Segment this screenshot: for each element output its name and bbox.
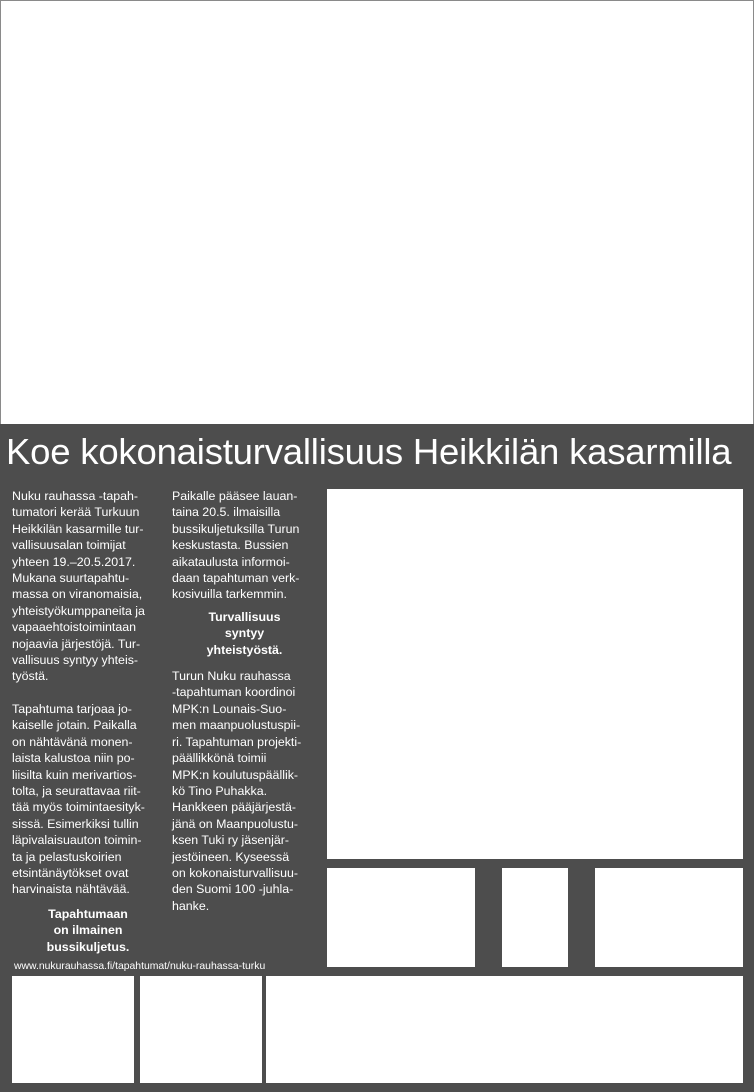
column2-paragraph-1: Paikalle pääsee lauan- taina 20.5. ilmaisilla bussikuljetuksilla Turun keskustasta. Bussien aikataulusta informoi- daan tapahtuman verk- kosivuilla tarkemmin. — [172, 489, 300, 602]
logo-placeholder-2 — [140, 976, 262, 1083]
photo-placeholder-large — [327, 489, 743, 859]
photo-placeholder-small-2 — [502, 868, 568, 967]
article-headline: Koe kokonaisturvallisuus Heikkilän kasarmilla — [6, 431, 732, 472]
text-column-1 — [12, 488, 164, 955]
column1-paragraph-1: Nuku rauhassa -tapah- tumatori kerää Turkuun Heikkilän kasarmille tur- vallisuusalan toimijat yhteen 19.–20.5.2017. Mukana suurtapahtu- massa on viranomaisia, yhteistyökumppaneita ja vapaaehtoistoimintaan nojaavia järjestöjä. Tur- vallisuus syntyy yhteis- työstä. — [12, 489, 145, 684]
column2-paragraph-2: Turun Nuku rauhassa -tapahtuman koordinoi MPK:n Lounais-Suo- men maanpuolustuspii- ri. Tapahtuman projekti- päällikkönä toimii MPK:n koulutuspäällik- kö Tino Puhakka. Hankkeen pääjärjestä- jänä on Maanpuolustu- ksen Tuki ry jäsenjär- jestöineen. Kyseessä on kokonaisturvallisuu- den Suomi 100 -juhla- hanke. — [172, 669, 302, 913]
event-url: www.nukurauhassa.fi/tapahtumat/nuku-rauhassa-turku — [14, 961, 266, 972]
logo-placeholder-wide — [266, 976, 743, 1083]
photo-placeholder-small-3 — [595, 868, 743, 967]
top-image-area — [0, 0, 754, 425]
logo-placeholder-1 — [12, 976, 134, 1083]
text-column-2 — [172, 488, 317, 914]
column1-paragraph-2: Tapahtuma tarjoaa jo- kaiselle jotain. Paikalla on nähtävänä monen- laista kalustoa niin po- liisilta kuin merivartios- tolta, ja seurattavaa riit- tää myös toimintaesityk- sissä. Esimerkiksi tullin läpivalaisuauton toimin- ta ja pelastuskoirien etsintänäytökset ovat harvinaista nähtävää. — [12, 701, 145, 897]
column1-highlight: Tapahtumaan on ilmainen bussikuljetus. — [46, 906, 130, 954]
column2-highlight: Turvallisuus syntyy yhteistyöstä. — [206, 609, 283, 657]
photo-placeholder-small-1 — [327, 868, 475, 967]
